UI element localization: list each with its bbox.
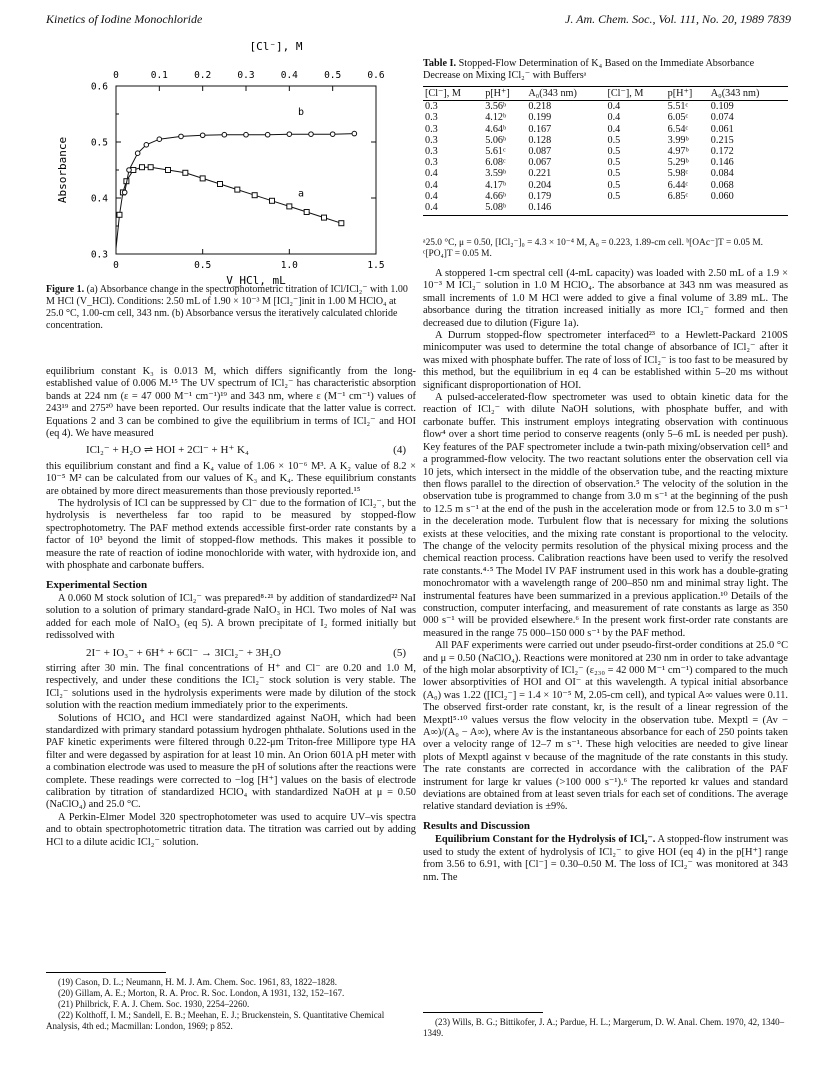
table-cell: 0.4: [607, 101, 621, 113]
table-cell: 0.3: [425, 112, 438, 124]
table-cell: 0.4: [607, 112, 621, 124]
plot-frame: [116, 86, 376, 254]
equation-4-number: (4): [393, 444, 406, 457]
figure-1-chart: [46, 36, 426, 287]
series-b-point: [330, 132, 335, 137]
table-caption-text: Stopped-Flow Determination of K₄ Based on the Immediate Absorbance Decrease on Mixing ICl₂⁻ with Buffersᵃ: [423, 58, 755, 81]
figure-caption-label: Figure 1.: [46, 284, 85, 295]
reference: (19) Cason, D. L.; Neumann, H. M. J. Am. Chem. Soc. 1961, 83, 1822–1828.: [58, 977, 337, 987]
top-tick-label: 0.4: [280, 70, 298, 81]
paragraph: this equilibrium constant and find a K₄ value of 1.06 × 10⁻⁶ M³. A K₂ value of 8.2 × 10⁻⁵ M² can be calculated from our values of K₃ and K₄. These equilibrium constants are obtained by more direct measurements than those previously reported.¹⁵: [46, 460, 416, 497]
series-b-point: [265, 132, 270, 137]
series-a-point: [148, 165, 153, 170]
equation-4-body: ICl₂⁻ + H₂O ⇌ HOI + 2Cl⁻ + H⁺ K₄: [86, 444, 249, 457]
table-cell: 4.97ᵇ: [667, 146, 689, 158]
figure-caption: [46, 284, 416, 332]
table-cell: [709, 202, 788, 216]
table-cell: 0.179: [528, 190, 552, 202]
series-b-point: [135, 151, 140, 156]
table-cell: 6.44ᶜ: [667, 179, 689, 191]
y-axis-label: Absorbance: [56, 136, 69, 204]
series-b-point: [157, 137, 162, 142]
table-cell: 5.29ᵇ: [667, 157, 689, 169]
equation-5: [46, 647, 416, 659]
table-cell: 0.215: [710, 134, 734, 146]
paragraph: equilibrium constant K₃ is 0.013 M, which differs significantly from the long-established value of 0.006 M.¹⁵ The UV spectrum of ICl₂⁻ has characteristic absorption bands at 224 nm (ε = 47 000 M⁻¹ cm⁻¹)¹⁹ and 343 nm, where ε (M⁻¹ cm⁻¹) values of 243¹⁹ and 275²⁰ have been reported. Our results indicate that the latter value is correct. Equations 2 and 3 can be combined to give the equilibrium in terms of ICl₂⁻ and HOI (eq 4). We have measured: [46, 366, 416, 440]
table-cell: 6.54ᶜ: [667, 123, 689, 135]
table-cell: 0.061: [710, 123, 734, 135]
table-row: [423, 202, 788, 216]
journal-citation: J. Am. Chem. Soc., Vol. 111, No. 20, 1989 7839: [565, 12, 791, 26]
right-column: [423, 268, 788, 884]
table-cell: 4.12ᵇ: [485, 112, 507, 124]
table-cell: 5.08ᵇ: [483, 202, 526, 216]
footnote-rule-right: [423, 1012, 543, 1013]
x-tick-label: 1.0: [280, 260, 298, 271]
equation-4: [46, 444, 416, 456]
series-b-point: [352, 131, 357, 136]
table-row: [423, 157, 788, 168]
series-b-point: [200, 133, 205, 138]
table-row: [423, 191, 788, 202]
series-b-point: [179, 134, 184, 139]
series-b-point: [122, 190, 127, 195]
curve-b-label: b: [298, 107, 305, 119]
series-a-point: [235, 187, 240, 192]
table-cell: 0.3: [425, 146, 438, 158]
x-tick-label: 0: [113, 260, 119, 271]
equation-5-body: 2I⁻ + IO₃⁻ + 6H⁺ + 6Cl⁻ → 3ICl₂⁻ + 3H₂O: [86, 646, 281, 659]
top-tick-label: 0.2: [194, 70, 212, 81]
table-caption-label: Table I.: [423, 58, 457, 69]
top-tick-label: 0.3: [237, 70, 255, 81]
table-row: [423, 168, 788, 179]
table-cell: 0.5: [607, 179, 621, 191]
top-tick-label: 0: [113, 70, 119, 81]
x-tick-label: 1.5: [367, 260, 385, 271]
table-cell: 0.4: [607, 123, 621, 135]
table-row: [423, 135, 788, 146]
table-cell: 4.66ᵇ: [485, 190, 507, 202]
paragraph-text: A stopped-flow instrument was used to study the extent of hydrolysis of ICl₂⁻ to give HOI (eq 4) in the p[H⁺] range from 3.56 to 6.91, with [Cl⁻] = 0.30–0.50 M. The loss of ICl₂⁻ was monitored at 343 nm. The: [423, 834, 788, 883]
reference: (20) Gillam, A. E.; Morton, R. A. Proc. R. Soc. London, A 1931, 132, 152–167.: [58, 988, 345, 998]
series-b-point: [127, 168, 132, 173]
y-tick-label: 0.6: [90, 81, 108, 93]
table-cell: 0.4: [425, 168, 438, 180]
paragraph: All PAF experiments were carried out under pseudo-first-order conditions at 25.0 °C and μ = 0.50 (NaClO₄). Reactions were monitored at 230 nm in order to take advantage of the high molar absorptivity of ICl₂⁻ (ε₂₃₀ = 42 000 M⁻¹ cm⁻¹) compared to the much lower absorptivities of HOI and OI⁻ at this wavelength. A typical initial absorbance (A₀) was 1.22 ([ICl₂⁻] = 1.4 × 10⁻⁵ M, 2.05-cm cell), and typical A∞ values were 0.11. The observed first-order rate constant, kr, is the result of a linear regression of the Mexptl⁵·¹⁰ values versus the flow velocity in the observation tube. Mexptl = (Av − A∞)/(A₀ − A∞), where Av is the instantaneous absorbance for each of 250 points taken over a velocity range of 12–7 m s⁻¹. These high velocities are needed to give linear plots of Mexptl against v because of the magnitude of the rate constants in this study. The rate constants are corrected in accordance with the calibration of the PAF instrument for large kr values (>100 000 s⁻¹).⁶ The reported kr values and standard deviations are obtained from at least seven trials for each set of conditions. The average relative standard deviation is ±9%.: [423, 640, 788, 813]
table-cell: 0.4: [423, 202, 483, 216]
table-header-cell: [Cl⁻], M: [423, 87, 483, 101]
table-caption: [423, 58, 788, 82]
top-tick-label: 0.5: [324, 70, 342, 81]
paragraph: A 0.060 M stock solution of ICl₂⁻ was prepared⁸·²¹ by addition of standardized²² NaI solution to a solution of primary standard-grade NaIO₃ in HCl. Two moles of NaI was added for each mole of NaIO₃ (eq 5). A brown precipitate of I₂ formed initially but redissolved with: [46, 592, 416, 642]
series-a-point: [117, 212, 122, 217]
table-cell: 0.3: [425, 123, 438, 135]
section-heading-experimental: Experimental Section: [46, 578, 148, 591]
table-cell: 0.204: [528, 179, 552, 191]
table-cell: 0.3: [425, 101, 438, 113]
table-cell: 0.5: [607, 134, 621, 146]
series-b-line: [125, 134, 355, 193]
series-a-point: [322, 215, 327, 220]
table-cell: 0.084: [710, 168, 734, 180]
table-header-cell: [Cl⁻], M: [605, 87, 665, 101]
table-cell: 5.06ᵇ: [485, 134, 507, 146]
table-footnote: ᵃ25.0 °C, μ = 0.50, [ICl₂⁻]₀ = 4.3 × 10⁻⁴ M, A₀ = 0.223, 1.89-cm cell. ᵇ[OAc⁻]T = 0.05 M. ᶜ[PO₄]T = 0.05 M.: [423, 238, 764, 259]
table-cell: 5.98ᶜ: [667, 168, 689, 180]
table-cell: 6.08ᶜ: [485, 157, 506, 169]
series-a-point: [270, 198, 275, 203]
paragraph: A stoppered 1-cm spectral cell (4-mL capacity) was loaded with 2.50 mL of a 1.9 × 10⁻³ M ICl₂⁻ solution in 1.0 M HClO₄. The absorbance at 343 nm was measured as small increments of 1.0 M HCl were added to give a final volume of 3.89 mL. The absorbance during the titration increased initially as more ICl₂⁻ formed and then decreased due to dilution (Figure 1a).: [423, 268, 788, 329]
table-cell: 0.128: [528, 134, 552, 146]
table-cell: 5.61ᶜ: [485, 146, 506, 158]
left-references: [46, 977, 416, 1032]
table-cell: 4.64ᵇ: [485, 123, 507, 135]
reference: (23) Wills, B. G.; Bittikofer, J. A.; Pardue, H. L.; Margerum, D. W. Anal. Chem. 1970, 42, 1340–1349.: [423, 1017, 785, 1038]
table-cell: 0.5: [607, 190, 621, 202]
table-cell: 0.146: [526, 202, 605, 216]
series-a-point: [287, 204, 292, 209]
table-cell: 6.05ᶜ: [667, 112, 689, 124]
paragraph: A pulsed-accelerated-flow spectrometer was used to obtain kinetic data for the reaction of ICl₂⁻ with dilute NaOH solutions, with phosphate buffer, and with carbonate buffer. This instrument employs integrating observation with continuous flow⁴ over a short time period to conserve reagents (only 5–6 mL is needed per push). Key features of the PAF spectrometer include a twin-path mixing/observation cell⁵ and a programmed-flow velocity. The two reactant solutions enter the observation cell via 10 jets, which intersect in the middle of the observation tube, and the reacting mixture then flows parallel to the direction of observation.⁵ The velocity of the solution in the observation tube is programmed to change from 3.0 m s⁻¹ at the beginning of the push to 12.5 m s⁻¹ at the end of the push in the acceleration mode or from 12.5 to 3.0 m s⁻¹ in the deceleration mode. Turbulent flow that is necessary for mixing the solutions exists at these velocities, and the mixing rate constant is proportional to the velocity. The change of the velocity permits resolution of the physical mixing process and the chemical reaction process. Calibration reactions have been used to verify the resolved rate constants.⁴·⁵ The Model IV PAF instrument used in this work has a double-grating monochromator with a wavelength range of 200–850 nm and minimal stray light. The instrumental features have been summarized in a previous application.¹⁰ Details of the construction, computer interfacing, and measurement of rate constants as large as 350 000 s⁻¹ will be provided elsewhere.⁶ In the present work first-order rate constants are measured in the range 75 000–150 000 s⁻¹ by the PAF method.: [423, 392, 788, 639]
table-header-cell: p[H⁺]: [483, 87, 526, 101]
table-cell: 0.3: [425, 134, 438, 146]
table-header-row: [423, 87, 788, 101]
series-a-point: [183, 170, 188, 175]
series-a-point: [200, 176, 205, 181]
table-cell: 0.172: [710, 146, 734, 158]
top-axis-label: [Cl⁻], M: [249, 40, 303, 53]
running-title: Kinetics of Iodine Monochloride: [46, 12, 203, 26]
paragraph: A Durrum stopped-flow spectrometer interfaced²³ to a Hewlett-Packard 2100S minicomputer was used to determine the total change of absorbance of ICl₂⁻ after it was mixed with phosphate buffer. The rate of loss of ICl₂⁻ is too fast to be measured by this method, but the equilibrium in eq 4 can be established within 5–20 ms without significant disproportionation of HOI.: [423, 330, 788, 391]
series-b-point: [144, 143, 149, 148]
y-tick-label: 0.4: [90, 193, 108, 205]
table-cell: 3.56ᵇ: [485, 101, 507, 113]
table-row: [423, 124, 788, 135]
curve-a-label: a: [298, 188, 305, 200]
series-a-point: [218, 182, 223, 187]
table-row: [423, 101, 788, 113]
table-cell: 0.067: [528, 157, 552, 169]
table-cell: 5.51ᶜ: [667, 101, 689, 113]
subsection-heading: Equilibrium Constant for the Hydrolysis of ICl₂⁻.: [435, 834, 656, 846]
table-header-cell: A₀(343 nm): [526, 87, 605, 101]
table-cell: 4.17ᵇ: [485, 179, 507, 191]
table-cell: [605, 202, 665, 216]
table-cell: 0.5: [607, 168, 621, 180]
table-row: [423, 112, 788, 123]
table-header-cell: p[H⁺]: [666, 87, 709, 101]
series-a-point: [304, 210, 309, 215]
table-cell: 0.087: [528, 146, 552, 158]
series-b-point: [287, 132, 292, 137]
table-cell: 0.167: [528, 123, 552, 135]
top-tick-label: 0.1: [150, 70, 168, 81]
y-tick-label: 0.5: [90, 137, 108, 149]
table-cell: 0.5: [607, 157, 621, 169]
paragraph: stirring after 30 min. The final concentrations of H⁺ and Cl⁻ are 0.20 and 1.0 M, respectively, and under these conditions the ICl₂⁻ stock solution is very stable. The ICl₂⁻ solutions used in the hydrolysis experiments were made by dilution of the stock solution with the reaction medium immediately prior to the experiments.: [46, 662, 416, 712]
table-cell: 0.5: [607, 146, 621, 158]
table-cell: 3.59ᵇ: [485, 168, 507, 180]
series-b-point: [244, 132, 249, 137]
table-cell: 0.074: [710, 112, 734, 124]
table-cell: 3.99ᵇ: [667, 134, 689, 146]
table-cell: 0.109: [710, 101, 734, 113]
table-cell: 0.199: [528, 112, 552, 124]
series-a-line: [116, 167, 341, 248]
section-heading-results: Results and Discussion: [423, 819, 530, 832]
series-a-point: [339, 221, 344, 226]
series-a-point: [252, 193, 257, 198]
equation-5-number: (5): [393, 646, 406, 659]
table-cell: 0.146: [710, 157, 734, 169]
table-cell: 0.4: [425, 190, 438, 202]
series-a-point: [166, 168, 171, 173]
table-cell: 0.3: [425, 157, 438, 169]
series-a-point: [140, 165, 145, 170]
reference: (21) Philbrick, F. A. J. Chem. Soc. 1930, 2254–2260.: [58, 999, 250, 1009]
table-1: [423, 86, 788, 216]
table-cell: 6.85ᶜ: [667, 190, 689, 202]
table-row: [423, 146, 788, 157]
y-tick-label: 0.3: [90, 249, 108, 261]
paragraph: The hydrolysis of ICl can be suppressed by Cl⁻ due to the formation of ICl₂⁻, but the hydrolysis is nevertheless far too rapid to be measured by stopped-flow spectrophotometry. The PAF method extends accessible first-order rate constants by a factor of 10³ beyond the limit of stopped-flow methods. This makes it possible to measure the rate of reaction of iodine monochloride with water, with hydroxide ion, and with phosphate and carbonate buffers.: [46, 498, 416, 572]
paragraph: [423, 834, 788, 884]
reference: (22) Kolthoff, I. M.; Sandell, E. B.; Meehan, E. J.; Bruckenstein, S. Quantitative Chemical Analysis, 4th ed.; Macmillan: London, 1969; p 852.: [46, 1010, 385, 1031]
table-cell: 0.221: [528, 168, 552, 180]
footnote-rule-left: [46, 972, 166, 973]
x-axis-label: V_HCl, mL: [226, 274, 286, 287]
table-cell: 0.218: [528, 101, 552, 113]
table-header-cell: A₀(343 nm): [709, 87, 788, 101]
table-cell: 0.4: [425, 179, 438, 191]
paragraph: A Perkin-Elmer Model 320 spectrophotometer was used to acquire UV–vis spectra and to obtain spectrophotometric titration data. The titration was carried out by adding HCl to a dilute acidic ICl₂⁻ solution.: [46, 811, 416, 848]
series-b-point: [309, 132, 314, 137]
table-row: [423, 180, 788, 191]
x-tick-label: 0.5: [194, 260, 212, 271]
figure-caption-text: (a) Absorbance change in the spectrophotometric titration of ICl/ICl₂⁻ with 1.00 M HCl (V_HCl). Conditions: 2.50 mL of 1.90 × 10⁻³ M [ICl₂⁻]init in 1.00 M HClO₄ at 25.0 °C, 1.00-cm cell, 343 nm. (b) Absorbance versus the iteratively calculated chloride concentration.: [46, 284, 408, 331]
table-cell: 0.068: [710, 179, 734, 191]
right-references: [423, 1017, 788, 1039]
left-column: [46, 366, 416, 849]
table-cell: 0.060: [710, 190, 734, 202]
table-cell: [666, 202, 709, 216]
top-tick-label: 0.6: [367, 70, 385, 81]
paragraph: Solutions of HClO₄ and HCl were standardized against NaOH, which had been standardized with primary standard potassium hydrogen phthalate. Solutions used in the PAF kinetic experiments were filtered through 0.22-μm Triton-free Millipore type HA filter and were degassed by aspiration for at least 10 min. An Orion 601A pH meter with a combination electrode was used to measure the pH of solutions after the reactions were complete. These readings were corrected to −log [H⁺] values on the basis of electrode calibration by titration of standardized HClO₄ with standardized NaOH at μ = 0.50 (NaClO₄) and 25.0 °C.: [46, 712, 416, 811]
series-b-point: [222, 132, 227, 137]
